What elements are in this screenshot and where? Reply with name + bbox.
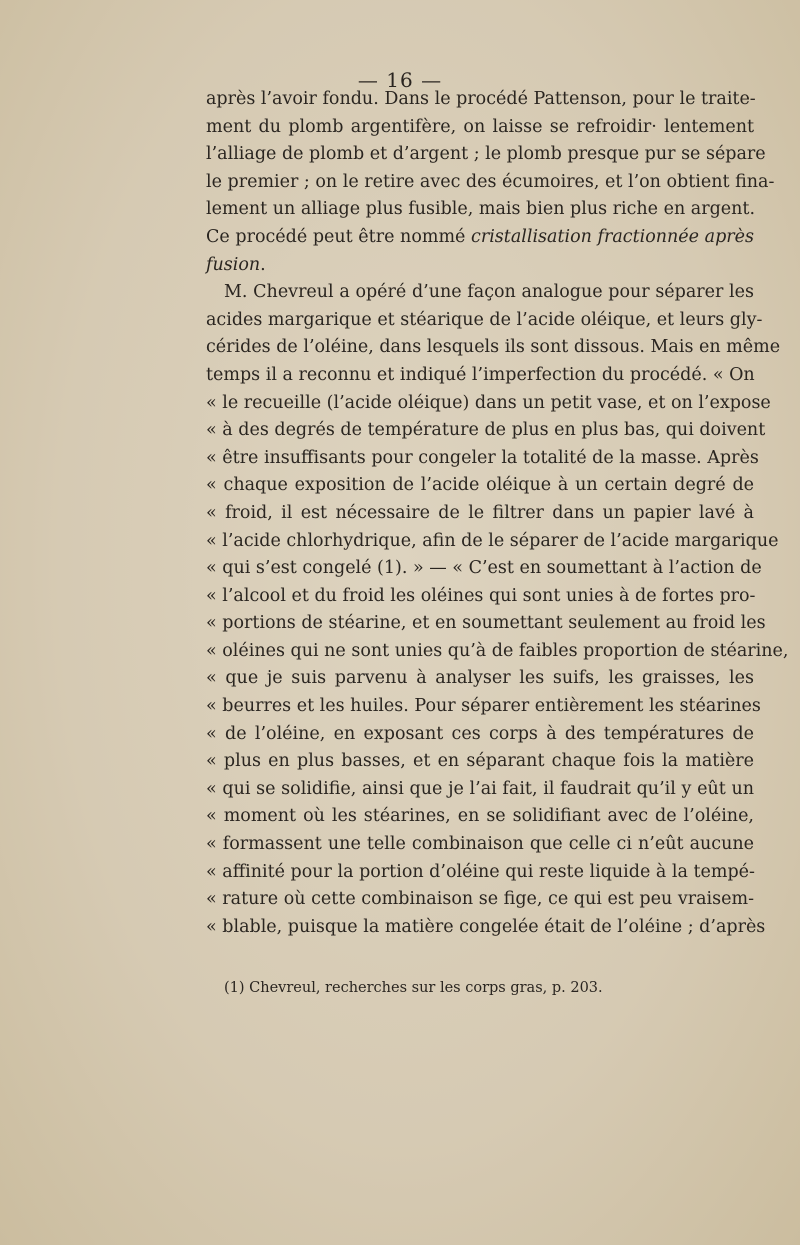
text-line: cérides de l’oléine, dans lesquels ils sont dissous. Mais en même	[206, 337, 781, 358]
text-line: « formassent une telle combinaison que celle ci n’eût aucune	[206, 834, 754, 855]
text-line: « être insuffisants pour congeler la totalité de la masse. Après	[206, 447, 759, 468]
text-line: « le recueille (l’acide oléique) dans un petit vase, et on l’expose	[206, 392, 771, 413]
italic-term: fusion	[206, 254, 261, 275]
text-line: M. Chevreul a opéré d’une façon analogue pour séparer les	[224, 282, 754, 303]
page-number: — 16 —	[357, 68, 443, 92]
text-line: l’alliage de plomb et d’argent ; le plomb presque pur se sépare	[206, 144, 766, 165]
text-line: « moment où les stéarines, en se solidifiant avec de l’oléine,	[206, 806, 754, 827]
text-line: « qui s’est congelé (1). » — « C’est en soumettant à l’action de	[206, 558, 762, 579]
text-line: « de l’oléine, en exposant ces corps à des températures de	[206, 723, 754, 744]
text-line: « froid, il est nécessaire de le filtrer dans un papier lavé à	[206, 502, 754, 523]
text-line	[206, 252, 754, 280]
text-line: « rature où cette combinaison se fige, ce qui est peu vraisem-	[206, 889, 754, 910]
footnote: (1) Chevreul, recherches sur les corps gras, p. 203.	[224, 980, 603, 996]
text-line: temps il a reconnu et indiqué l’imperfection du procédé. « On	[206, 364, 755, 385]
text-line: acides margarique et stéarique de l’acide oléique, et leurs gly-	[206, 309, 763, 330]
text-line: « à des degrés de température de plus en plus bas, qui doivent	[206, 420, 766, 441]
text-line: après l’avoir fondu. Dans le procédé Pattenson, pour le traite-	[206, 89, 756, 109]
text-line: « l’acide chlorhydrique, afin de le séparer de l’acide margarique	[206, 530, 779, 551]
italic-term: cristallisation fractionnée après	[471, 226, 754, 247]
text-line: « qui se solidifie, ainsi que je l’ai fait, il faudrait qu’il y eût un	[206, 778, 754, 799]
body-text	[206, 86, 789, 941]
text-line: « blable, puisque la matière congelée était de l’oléine ; d’après	[206, 916, 766, 937]
text-line	[206, 224, 754, 252]
text-line: le premier ; on le retire avec des écumoires, et l’on obtient fina-	[206, 171, 775, 192]
text-line: ment du plomb argentifère, on laisse se refroidir· lentement	[206, 116, 754, 137]
text-line: « l’alcool et du froid les oléines qui sont unies à de fortes pro-	[206, 585, 756, 606]
text-line: « plus en plus basses, et en séparant chaque fois la matière	[206, 751, 754, 772]
text-line: « que je suis parvenu à analyser les suifs, les graisses, les	[206, 668, 754, 689]
text-line: « beurres et les huiles. Pour séparer entièrement les stéarines	[206, 696, 761, 717]
text-line: « oléines qui ne sont unies qu’à de faibles proportion de stéarine,	[206, 640, 789, 661]
text-line: « affinité pour la portion d’oléine qui reste liquide à la tempé-	[206, 861, 755, 882]
text-span: .	[260, 254, 266, 275]
text-span: Ce procédé peut être nommé	[206, 226, 466, 247]
text-line: « portions de stéarine, et en soumettant seulement au froid les	[206, 613, 766, 634]
text-line: « chaque exposition de l’acide oléique à un certain degré de	[206, 475, 754, 496]
text-line: lement un alliage plus fusible, mais bien plus riche en argent.	[206, 199, 756, 220]
